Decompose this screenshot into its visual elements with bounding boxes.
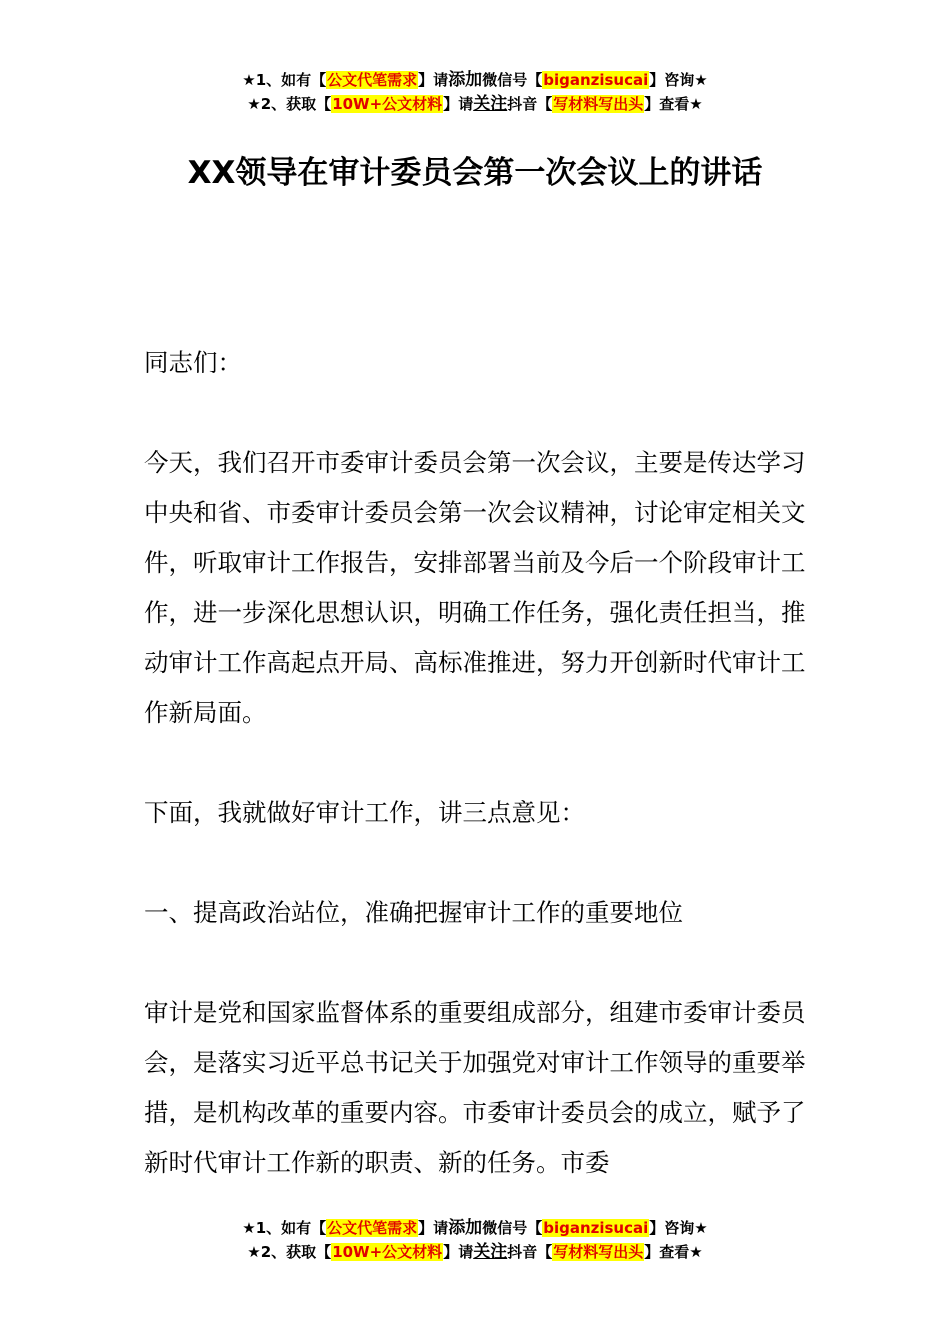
banner-text: 微信号【 xyxy=(482,1219,543,1237)
banner-text: 】请 xyxy=(418,71,449,89)
banner-highlight: 写材料写出头 xyxy=(553,1243,644,1261)
banner-text: 】查看★ xyxy=(644,95,703,113)
paragraph: 今天，我们召开市委审计委员会第一次会议，主要是传达学习中央和省、市委审计委员会第一次会议精神，讨论审定相关文件，听取审计工作报告，安排部署当前及今后一个阶段审计工作，进一步深化思想认识，明确工作任务，强化责任担当，推动审计工作高起点开局、高标准推进，努力开创新时代审计工作新局面。 xyxy=(144,448,806,727)
footer-banner xyxy=(0,1216,950,1264)
banner-emphasis: 添加 xyxy=(448,70,483,90)
banner-emphasis: 添加 xyxy=(448,1218,483,1238)
banner-line-2 xyxy=(0,1240,950,1264)
banner-line-1 xyxy=(0,68,950,92)
banner-emphasis: 关注 xyxy=(473,1242,508,1262)
document-title: XX领导在审计委员会第一次会议上的讲话 xyxy=(187,155,763,191)
banner-emphasis: 关注 xyxy=(473,94,508,114)
banner-text: ★1、如有【 xyxy=(242,71,327,89)
banner-text: 】请 xyxy=(443,95,474,113)
section-heading: 一、提高政治站位，准确把握审计工作的重要地位 xyxy=(144,898,683,927)
banner-text: ★2、获取【 xyxy=(247,95,332,113)
banner-text: 】请 xyxy=(443,1243,474,1261)
banner-line-1 xyxy=(0,1216,950,1240)
banner-highlight: biganzisucai xyxy=(543,71,649,89)
banner-text: 抖音【 xyxy=(507,95,553,113)
banner-text: 】咨询★ xyxy=(649,1219,708,1237)
banner-highlight: 10W+公文材料 xyxy=(332,95,443,113)
banner-line-2 xyxy=(0,92,950,116)
banner-highlight: 公文代笔需求 xyxy=(327,71,418,89)
banner-text: 抖音【 xyxy=(507,1243,553,1261)
paragraph: 下面，我就做好审计工作，讲三点意见： xyxy=(144,798,585,827)
banner-highlight: biganzisucai xyxy=(543,1219,649,1237)
banner-text: ★1、如有【 xyxy=(242,1219,327,1237)
header-banner xyxy=(0,68,950,116)
banner-highlight: 写材料写出头 xyxy=(553,95,644,113)
document-body xyxy=(144,338,809,1238)
salutation: 同志们： xyxy=(144,348,242,377)
banner-text: 】请 xyxy=(418,1219,449,1237)
banner-text: 】咨询★ xyxy=(649,71,708,89)
banner-text: ★2、获取【 xyxy=(247,1243,332,1261)
banner-highlight: 公文代笔需求 xyxy=(327,1219,418,1237)
banner-highlight: 10W+公文材料 xyxy=(332,1243,443,1261)
banner-text: 】查看★ xyxy=(644,1243,703,1261)
paragraph: 审计是党和国家监督体系的重要组成部分，组建市委审计委员会，是落实习近平总书记关于加强党对审计工作领导的重要举措，是机构改革的重要内容。市委审计委员会的成立，赋予了新时代审计工作新的职责、新的任务。市委 xyxy=(144,998,806,1177)
banner-text: 微信号【 xyxy=(482,71,543,89)
